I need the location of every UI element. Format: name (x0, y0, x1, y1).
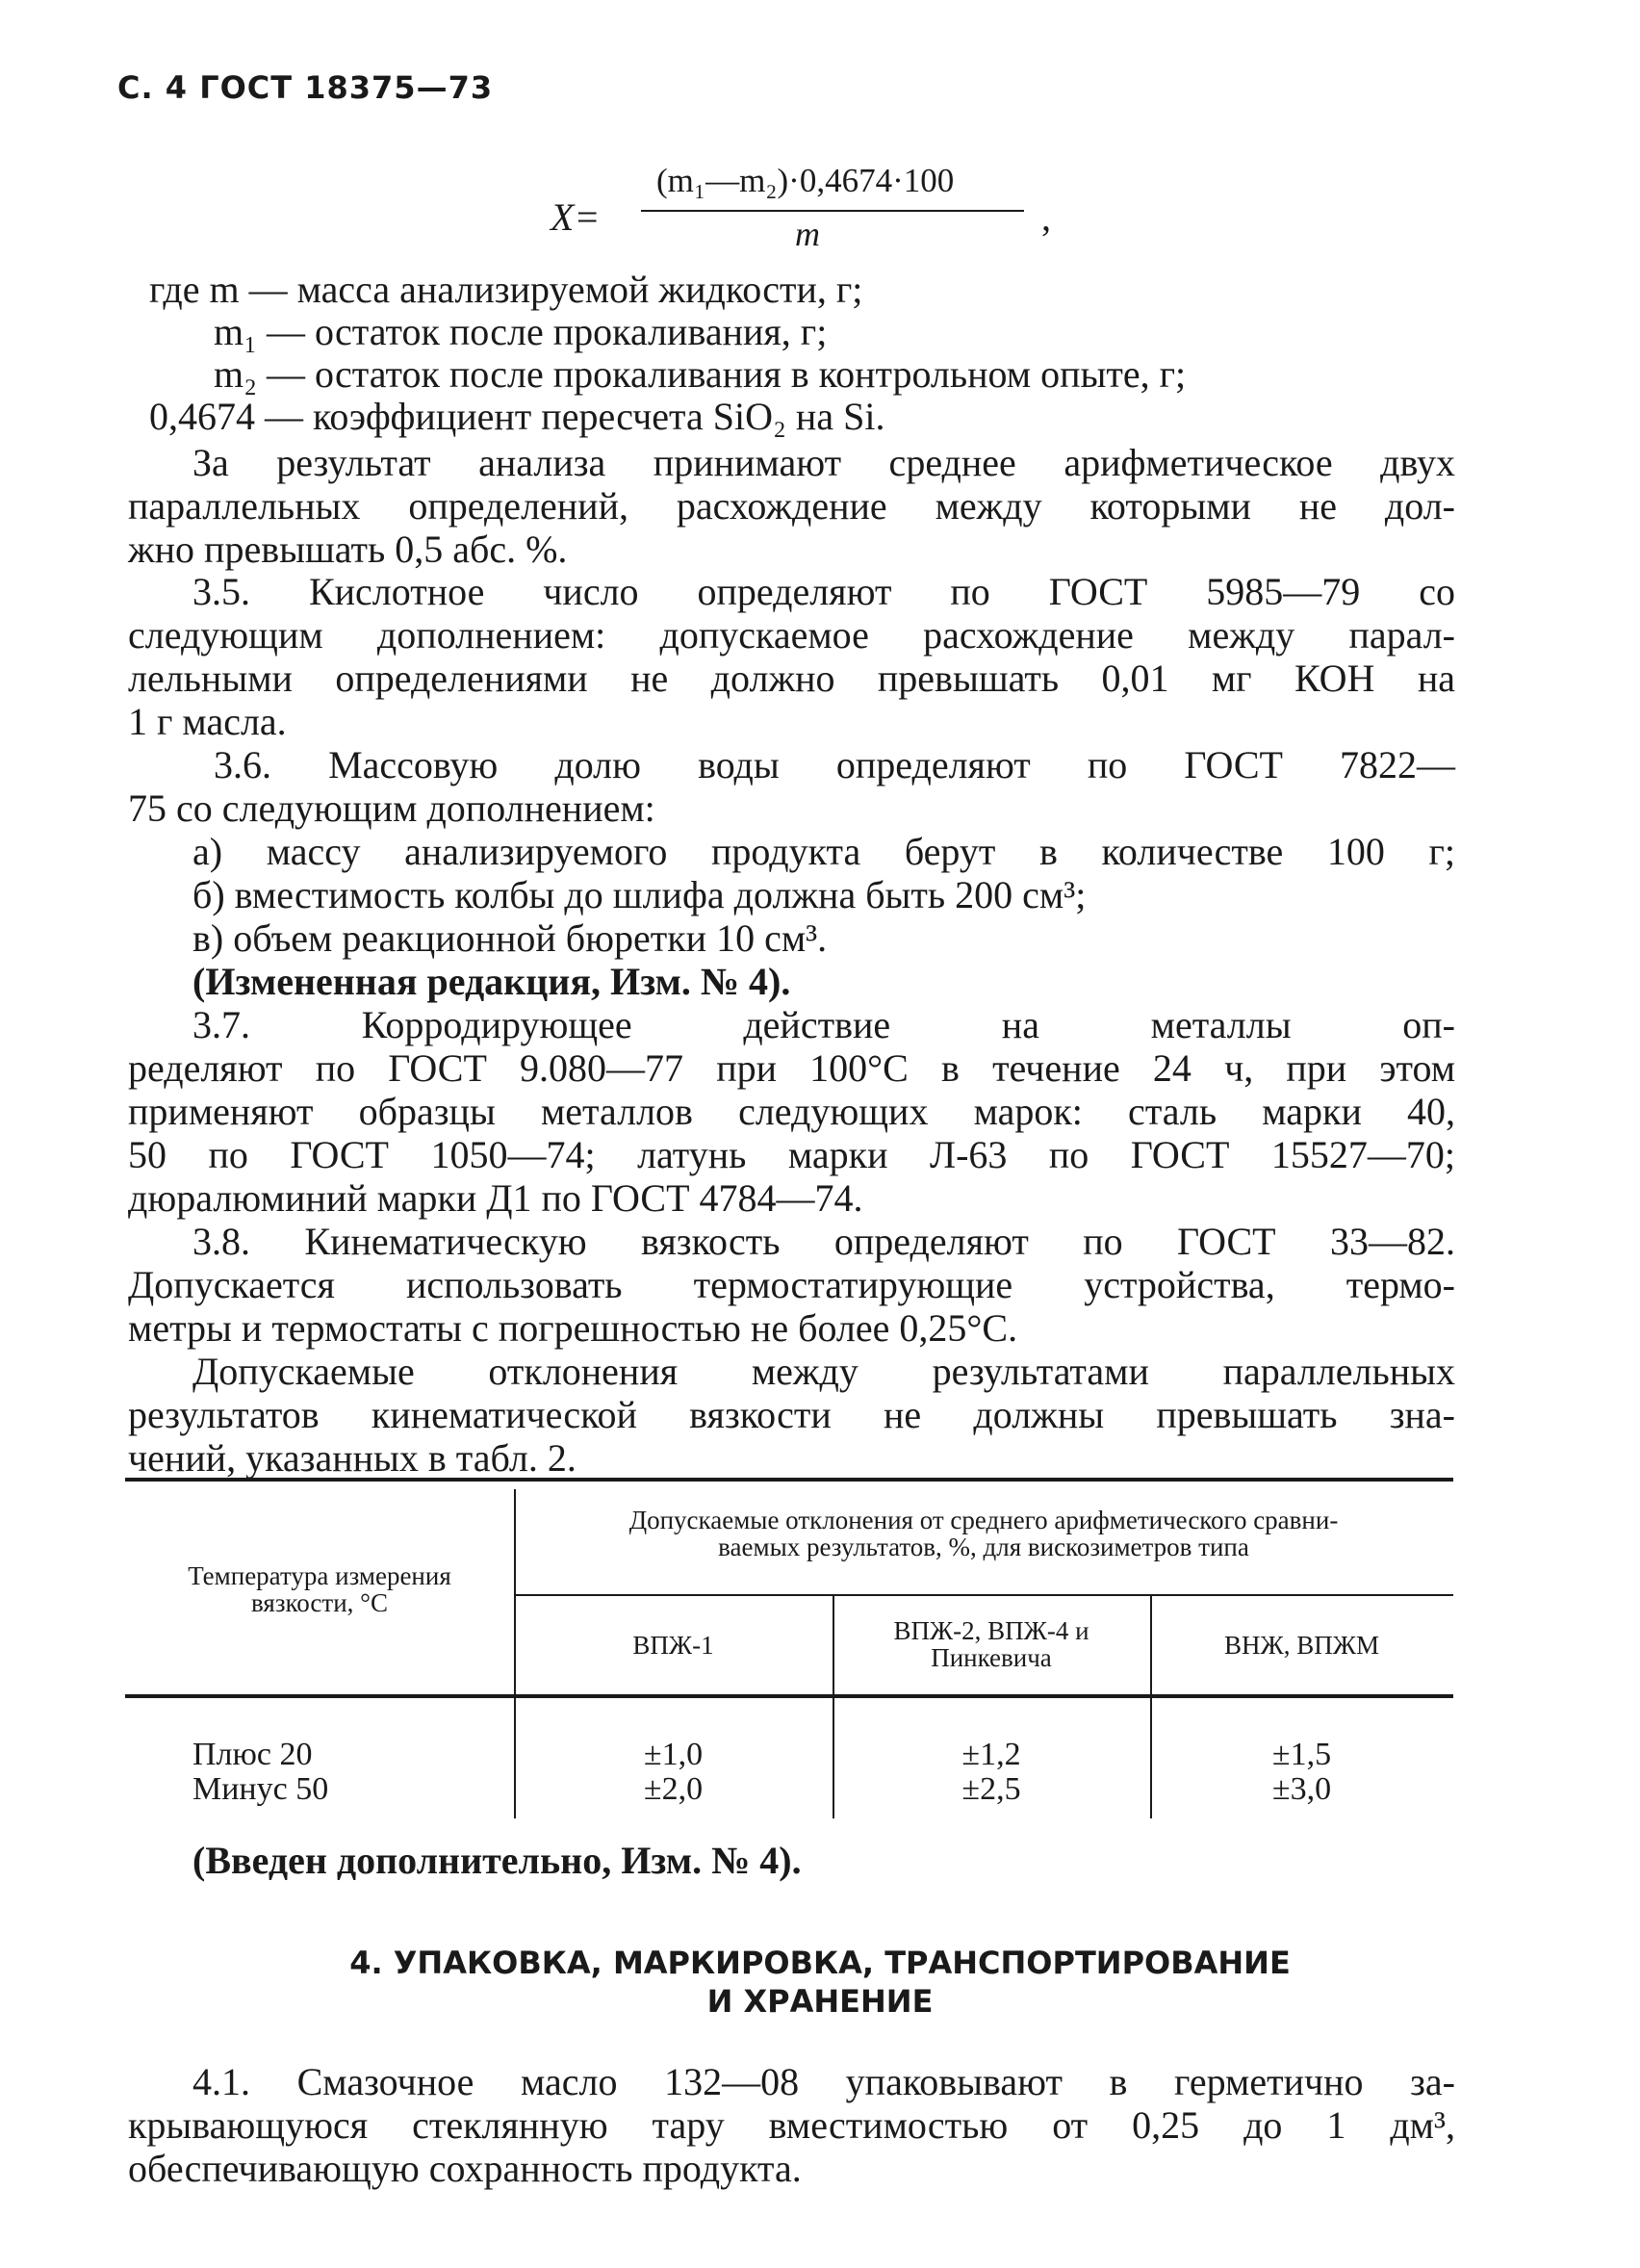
definition-line: 0,4674 — коэффициент пересчета SiO₂ на Si. (149, 395, 885, 438)
text-line: б) вместимость колбы до шлифа должна быть 200 см³; (192, 873, 1087, 916)
text-line: За результат анализа принимают среднее арифметическое двух (192, 441, 1455, 484)
text-line: ределяют по ГОСТ 9.080—77 при 100°С в течение 24 ч, при этом (128, 1046, 1455, 1090)
formula-denominator: m (795, 215, 820, 253)
definition-line: m₁ — остаток после прокаливания, г; (214, 310, 828, 353)
table-top-rule (125, 1478, 1453, 1482)
text-line: а) массу анализируемого продукта берут в количестве 100 г; (192, 830, 1455, 873)
text-line: 50 по ГОСТ 1050—74; латунь марки Л-63 по ГОСТ 15527—70; (128, 1133, 1455, 1176)
header-text: Допускаемые отклонения от среднего арифметического сравни- (628, 1506, 1339, 1534)
header-text: ваемых результатов, %, для вискозиметров типа (718, 1533, 1249, 1561)
header-text: Температура измерения (188, 1561, 451, 1590)
amendment-note: (Введен дополнительно, Изм. № 4). (192, 1839, 802, 1882)
text-line: жно превышать 0,5 абс. %. (128, 528, 568, 571)
formula-trailing: , (1041, 195, 1051, 239)
table-cell-temperature: Минус 50 (192, 1771, 329, 1807)
text-line: Допускаемые отклонения между результатами параллельных (192, 1350, 1455, 1393)
header-text: ВПЖ-2, ВПЖ-4 и (893, 1616, 1089, 1645)
definition-line: m₂ — остаток после прокаливания в контрольном опыте, г; (214, 352, 1187, 396)
text-line: 75 со следующим дополнением: (128, 786, 655, 830)
definition-line: где m — масса анализируемой жидкости, г; (149, 268, 863, 311)
table-header-rule (125, 1694, 1453, 1698)
page-header: С. 4 ГОСТ 18375—73 (117, 69, 494, 106)
table-cell-value: ±2,5 (961, 1771, 1021, 1807)
section-title: 4. УПАКОВКА, МАРКИРОВКА, ТРАНСПОРТИРОВАНИЕ (349, 1945, 1291, 1981)
table-cell-value: ±1,2 (961, 1737, 1021, 1772)
text-line: метры и термостаты с погрешностью не более 0,25°С. (128, 1306, 1018, 1350)
column-header-temperature (125, 1562, 514, 1616)
text-line: чений, указанных в табл. 2. (128, 1436, 577, 1480)
column-header-vpzh2 (833, 1617, 1150, 1671)
column-header-vpzh1 (514, 1632, 833, 1659)
header-text: ВПЖ-1 (632, 1631, 714, 1660)
text-line: Допускается использовать термостатирующие устройства, термо- (128, 1263, 1455, 1306)
amendment-note: (Измененная редакция, Изм. № 4). (192, 960, 791, 1003)
table-cell-value: ±3,0 (1271, 1771, 1332, 1807)
table-cell-value: ±2,0 (643, 1771, 704, 1807)
table-cell-value: ±1,0 (643, 1737, 704, 1772)
table-cell-temperature: Плюс 20 (192, 1737, 313, 1772)
header-text: ВНЖ, ВПЖМ (1224, 1631, 1379, 1660)
text-line: 3.8. Кинематическую вязкость определяют по ГОСТ 33—82. (192, 1220, 1455, 1263)
formula-numerator: (m₁—m₂)·0,4674·100 (656, 162, 955, 199)
fraction-bar (641, 210, 1024, 212)
viscosity-tolerance-table (125, 1478, 1453, 1824)
text-line: 3.5. Кислотное число определяют по ГОСТ 5985—79 со (192, 570, 1455, 613)
text-line: 3.7. Корродирующее действие на металлы оп- (192, 1003, 1455, 1046)
section-title: И ХРАНЕНИЕ (706, 1983, 934, 2020)
formula-lhs: X= (551, 195, 601, 239)
table-subheader-rule (514, 1594, 1453, 1596)
text-line: результатов кинематической вязкости не должны превышать зна- (128, 1393, 1455, 1436)
text-line: 1 г масла. (128, 700, 287, 743)
text-line: применяют образцы металлов следующих марок: сталь марки 40, (128, 1090, 1455, 1133)
text-line: лельными определениями не должно превышать 0,01 мг КОН на (128, 657, 1455, 700)
text-line: дюралюминий марки Д1 по ГОСТ 4784—74. (128, 1176, 863, 1220)
column-group-header (514, 1507, 1453, 1560)
column-header-vnzh (1150, 1632, 1453, 1659)
text-line: параллельных определений, расхождение между которыми не дол- (128, 484, 1455, 528)
header-text: вязкости, °С (251, 1588, 388, 1617)
text-line: 4.1. Смазочное масло 132—08 упаковывают в герметично за- (192, 2060, 1455, 2103)
text-line: следующим дополнением: допускаемое расхождение между парал- (128, 613, 1455, 657)
header-text: Пинкевича (931, 1643, 1052, 1672)
text-line: обеспечивающую сохранность продукта. (128, 2147, 802, 2190)
table-cell-value: ±1,5 (1271, 1737, 1332, 1772)
text-line: крывающуюся стеклянную тару вместимостью от 0,25 до 1 дм³, (128, 2103, 1455, 2147)
text-line: 3.6. Массовую долю воды определяют по ГОСТ 7822— (214, 743, 1455, 786)
text-line: в) объем реакционной бюретки 10 см³. (192, 916, 828, 960)
